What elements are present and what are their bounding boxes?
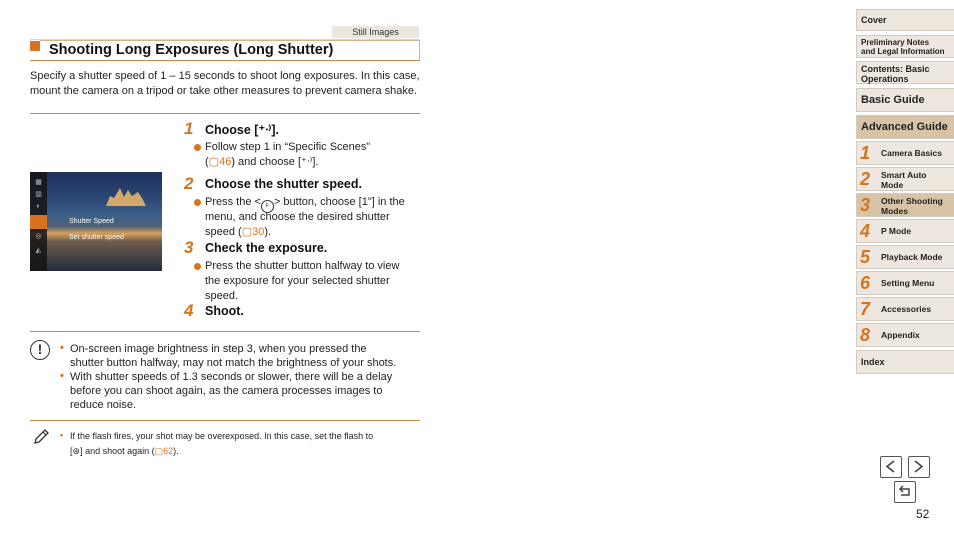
- step-4-number: 4: [184, 301, 194, 320]
- menu-icon: ◎: [35, 233, 42, 240]
- caution-line5: reduce noise.: [70, 399, 137, 411]
- step-2-number: 2: [184, 174, 194, 193]
- title-square-icon: [30, 41, 40, 51]
- nav-chapter-4[interactable]: 4 P Mode: [856, 219, 954, 243]
- screen-label-set-shutter: Set shutter speed: [69, 234, 124, 241]
- selected-menu-icon: [30, 215, 47, 229]
- arrow-left-icon: [881, 457, 900, 476]
- previous-page-button[interactable]: [880, 456, 902, 478]
- step-3-bullet-line1: Press the shutter button halfway to view: [205, 260, 400, 272]
- caution-line1: On-screen image brightness in step 3, when you pressed the: [70, 343, 367, 355]
- note-bullet: •: [60, 370, 64, 382]
- page-ref-link[interactable]: ▢62: [154, 446, 174, 456]
- nav-chapter-5[interactable]: 5 Playback Mode: [856, 245, 954, 269]
- note-bullet: •: [60, 430, 64, 440]
- menu-icon: ◭: [35, 247, 42, 254]
- flash-off-icon: ⊛: [72, 446, 81, 456]
- nav-chapter-1[interactable]: 1 Camera Basics: [856, 141, 954, 165]
- note-bullet: •: [60, 342, 64, 354]
- nav-chapter-3[interactable]: 3 Other Shooting Modes: [856, 193, 954, 217]
- nav-chapter-7[interactable]: 7 Accessories: [856, 297, 954, 321]
- menu-strip: [30, 172, 47, 271]
- screen-label-shutter-speed: Shutter Speed: [69, 218, 114, 225]
- step-3-title: Check the exposure.: [205, 241, 328, 255]
- camera-screen-image: [30, 172, 162, 271]
- step-2-bullet-line3: speed (▢30).: [205, 226, 272, 238]
- step-1-bullet-line1: Follow step 1 in “Specific Scenes”: [205, 141, 371, 153]
- caution-icon: !: [30, 340, 50, 360]
- back-button[interactable]: [894, 481, 916, 503]
- step-1-number: 1: [184, 119, 194, 138]
- menu-icon: ▥: [35, 191, 42, 198]
- nav-cover[interactable]: Cover: [856, 9, 954, 31]
- caution-line2: shutter button halfway, may not match the brightness of your shots.: [70, 357, 397, 369]
- caution-line3: With shutter speeds of 1.3 seconds or slower, there will be a delay: [70, 371, 393, 383]
- page-ref-link[interactable]: ▢46: [208, 156, 232, 168]
- nav-chapter-2[interactable]: 2 Smart Auto Mode: [856, 167, 954, 191]
- nav-preliminary-notes[interactable]: Preliminary Notes and Legal Information: [856, 35, 954, 58]
- return-icon: [895, 482, 914, 501]
- divider: [30, 331, 420, 332]
- nav-advanced-guide[interactable]: Advanced Guide: [856, 115, 954, 139]
- page-title: Shooting Long Exposures (Long Shutter): [49, 42, 334, 58]
- step-3-bullet-line3: speed.: [205, 290, 239, 302]
- title-bar: [30, 39, 420, 61]
- nav-basic-guide[interactable]: Basic Guide: [856, 88, 954, 112]
- step-2-bullet-line2: menu, and choose the desired shutter: [205, 211, 390, 223]
- bullet-dot: [194, 199, 201, 206]
- step-2-bullet-line1: Press the < F > button, choose [1"] in the: [205, 195, 405, 213]
- next-page-button[interactable]: [908, 456, 930, 478]
- nav-contents[interactable]: Contents: Basic Operations: [856, 61, 954, 84]
- note-line1: If the flash fires, your shot may be overexposed. In this case, set the flash to: [70, 431, 374, 441]
- section-tag: Still Images: [332, 26, 419, 38]
- step-2-title: Choose the shutter speed.: [205, 177, 362, 191]
- step-1-bullet-line2: (▢46) and choose [⁺ᐧ⁾].: [205, 156, 319, 168]
- nav-chapter-8[interactable]: 8 Appendix: [856, 323, 954, 347]
- func-set-button-icon: F: [261, 200, 274, 213]
- menu-icon: ▦: [35, 179, 42, 186]
- pencil-icon: [32, 428, 50, 446]
- page-ref-link[interactable]: ▢30: [241, 226, 265, 238]
- bullet-dot: [194, 144, 201, 151]
- caution-line4: before you can shoot again, as the camera processes images to: [70, 385, 383, 397]
- arrow-right-icon: [909, 457, 928, 476]
- step-3-number: 3: [184, 238, 194, 257]
- note-line2: [⊛] and shoot again (▢62).: [70, 446, 179, 456]
- page-number: 52: [916, 507, 930, 521]
- menu-icon: ◐: [36, 203, 41, 210]
- bullet-dot: [194, 263, 201, 270]
- nav-index[interactable]: Index: [856, 350, 954, 374]
- divider: [30, 420, 420, 421]
- castle-silhouette: [106, 186, 146, 206]
- intro-text: Specify a shutter speed of 1 – 15 seconds to shoot long exposures. In this case, mount the camera on a tripod or take other measures to prevent camera shake.: [30, 70, 420, 97]
- step-3-bullet-line2: the exposure for your selected shutter: [205, 275, 390, 287]
- step-1-title: Choose [⁺ᐧ⁾].: [205, 123, 279, 137]
- divider: [30, 113, 420, 114]
- step-4-title: Shoot.: [205, 304, 244, 318]
- nav-chapter-6[interactable]: 6 Setting Menu: [856, 271, 954, 295]
